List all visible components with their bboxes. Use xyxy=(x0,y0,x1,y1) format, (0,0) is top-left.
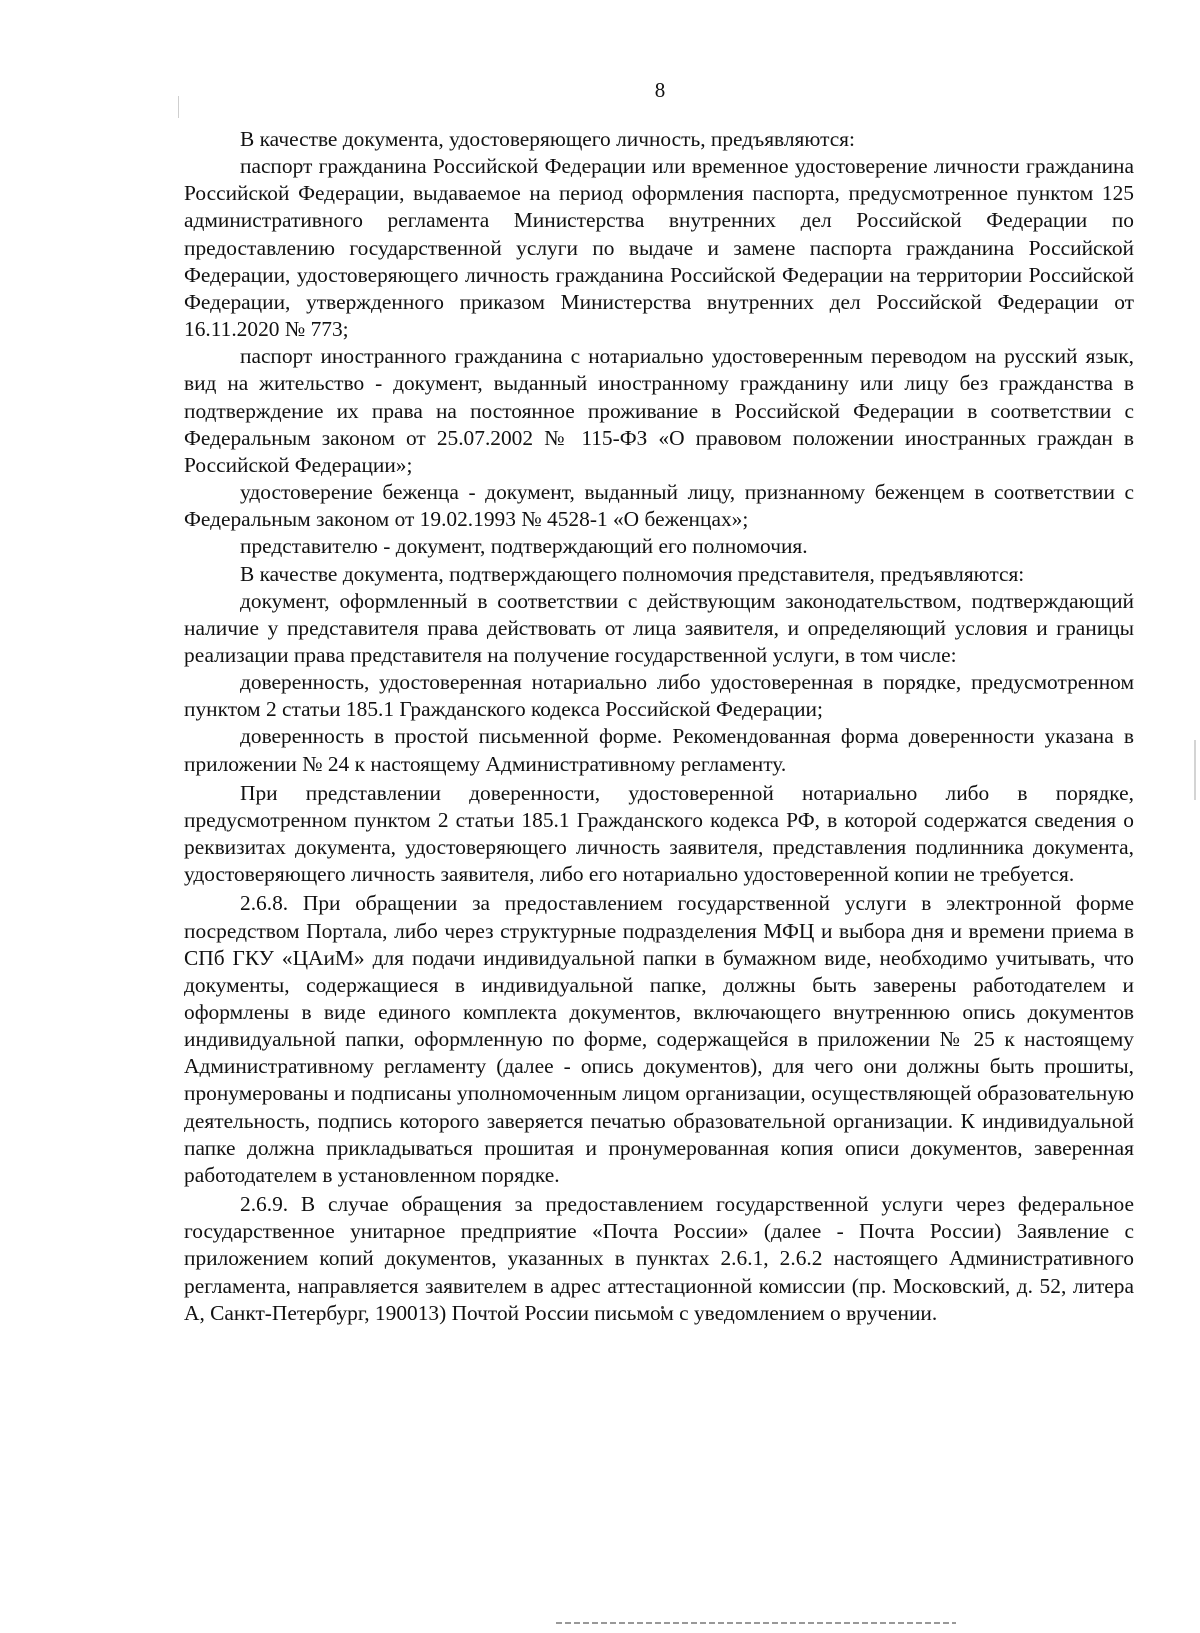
scan-artifact-right xyxy=(1194,740,1196,800)
paragraph-simple-power-of-attorney: доверенность в простой письменной форме. Рекомендованная форма доверенности указана в приложении № 24 к настоящему Административному регламенту. xyxy=(184,724,1134,776)
paragraph-section-2-6-9: 2.6.9. В случае обращения за предоставлением государственной услуги через федеральное государственное унитарное предприятие «Почта России» (далее - Почта России) Заявление с приложением копий документов, указанных в пунктах 2.6.1, 2.6.2 настоящего Административного регламента, направляется заявителем в адрес аттестационной комиссии (пр. Московский, д. 52, литера А, Санкт-Петербург, 190013) Почтой России письмом с уведомлением о вручении. xyxy=(184,1192,1134,1325)
paragraph-notarized-power-of-attorney: доверенность, удостоверенная нотариально либо удостоверенная в порядке, предусмотренном пунктом 2 статьи 185.1 Гражданского кодекса Российской Федерации; xyxy=(184,670,1134,722)
paragraph-section-2-6-8: 2.6.8. При обращении за предоставлением государственной услуги в электронной форме посредством Портала, либо через структурные подразделения МФЦ и выбора дня и времени приема в СПб ГКУ «ЦАиМ» для подачи индивидуальной папки в бумажном виде, необходимо учитывать, что документы, содержащиеся в индивидуальной папке, должны быть заверены работодателем и оформлены в виде единого комплекта документов, включающего внутреннюю опись документов индивидуальной папки, оформленную по форме, содержащейся в приложении № 25 к настоящему Административному регламенту (далее - опись документов), для чего они должны быть прошиты, пронумерованы и подписаны уполномоченным лицом организации, осуществляющей образовательную деятельность, подпись которого заверяется печатью образовательной организации. К индивидуальной папке должна прикладываться прошитая и пронумерованная копия описи документов, заверенная работодателем в установленном порядке. xyxy=(184,891,1134,1187)
document-body xyxy=(184,126,1134,1327)
paragraph-authority-document: документ, оформленный в соответствии с действующим законодательством, подтверждающий наличие у представителя права действовать от лица заявителя, и определяющий условия и границы реализации права представителя на получение государственной услуги, в том числе: xyxy=(184,588,1134,667)
paragraph-identity-documents-intro: В качестве документа, удостоверяющего личность, предъявляются: xyxy=(240,127,855,151)
paragraph-representative-authority-intro: В качестве документа, подтверждающего полномочия представителя, предъявляются: xyxy=(240,561,1025,586)
paragraph-representative-document: представителю - документ, подтверждающий его полномочия. xyxy=(240,534,808,559)
paragraph-foreign-passport: паспорт иностранного гражданина с нотариально удостоверенным переводом на русский язык, вид на жительство - документ, выданный иностранному гражданину или лицу без гражданства в подтверждение их права на постоянное проживание в Российской Федерации в соответствии с Федеральным законом от 25.07.2002 № 115-ФЗ «О правовом положении иностранных граждан в Российской Федерации»; xyxy=(184,344,1134,477)
paragraph-russian-passport: паспорт гражданина Российской Федерации или временное удостоверение личности гражданина Российской Федерации, выдаваемое на период оформления паспорта, предусмотренное пунктом 125 административного регламента Министерства внутренних дел Российской Федерации по предоставлению государственной услуги по выдаче и замене паспорта гражданина Российской Федерации, удостоверяющего личность гражданина Российской Федерации на территории Российской Федерации, утвержденного приказом Министерства внутренних дел Российской Федерации от 16.11.2020 № 773; xyxy=(184,154,1134,342)
page-number: 8 xyxy=(654,78,666,102)
scan-artifact-bottom-line xyxy=(556,1622,956,1624)
paragraph-refugee-certificate: удостоверение беженца - документ, выданный лицу, признанному беженцем в соответствии с Федеральным законом от 19.02.1993 № 4528-1 «О беженцах»; xyxy=(184,480,1134,532)
paragraph-original-not-required: При представлении доверенности, удостоверенной нотариально либо в порядке, предусмотренном пунктом 2 статьи 185.1 Гражданского кодекса РФ, в которой содержатся сведения о реквизитах документа, удостоверяющего личность заявителя, представления подлинника документа, удостоверяющего личность заявителя, либо его нотариально удостоверенной копии не требуется. xyxy=(184,780,1134,887)
